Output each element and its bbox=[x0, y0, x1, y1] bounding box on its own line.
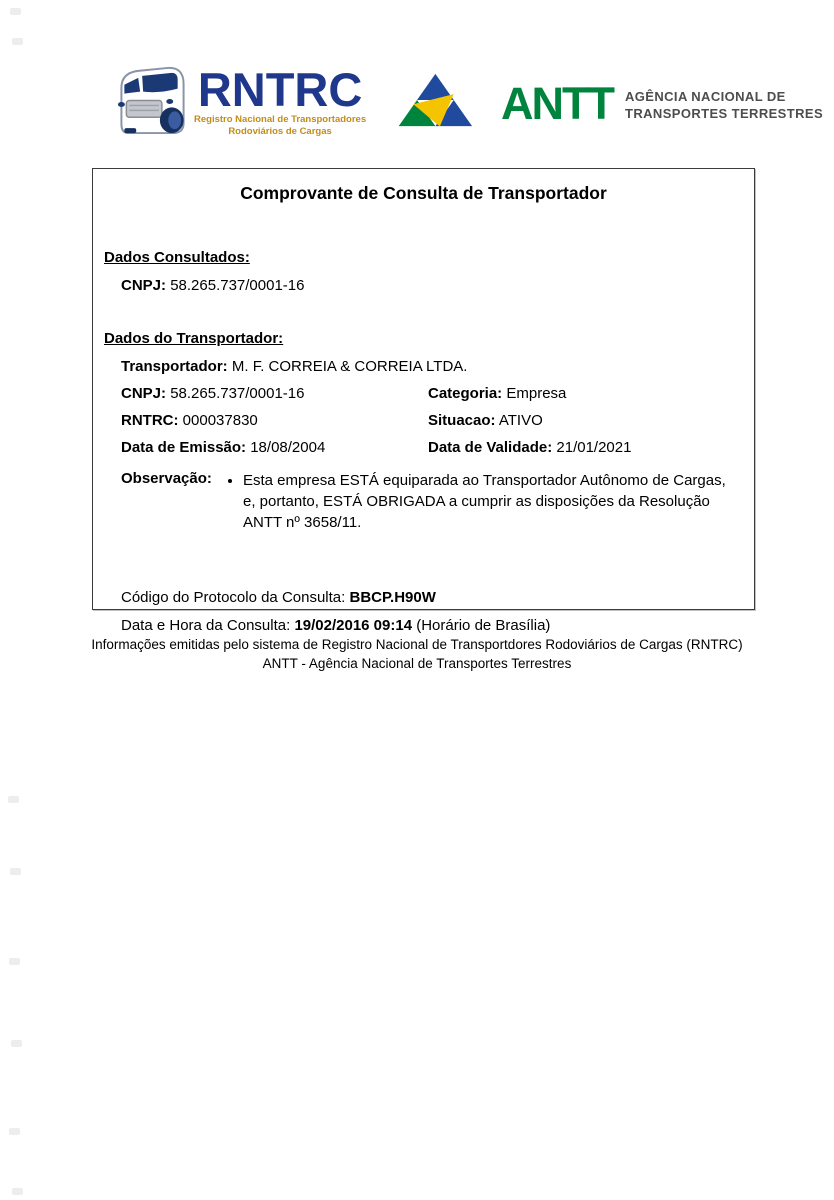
consult-datetime-suffix: (Horário de Brasília) bbox=[416, 617, 551, 634]
observation-list bbox=[223, 470, 728, 533]
consult-datetime-value: 19/02/2016 09:14 bbox=[294, 617, 413, 634]
carrier-section-heading: Dados do Transportador: bbox=[104, 330, 284, 347]
carrier-name-line bbox=[121, 358, 754, 375]
carrier-categoria-value: Empresa bbox=[506, 385, 567, 402]
scan-artifact bbox=[10, 8, 21, 15]
carrier-name-label: Transportador: bbox=[121, 358, 228, 375]
carrier-emissao-value: 18/08/2004 bbox=[250, 439, 326, 456]
rntrc-wordmark bbox=[194, 63, 367, 138]
antt-agency-name bbox=[625, 89, 823, 123]
page-title: Comprovante de Consulta de Transportador bbox=[240, 183, 607, 203]
rntrc-tagline bbox=[194, 114, 366, 138]
antt-agency-name-line2: TRANSPORTES TERRESTRES bbox=[624, 106, 824, 121]
carrier-categoria-label: Categoria: bbox=[428, 385, 503, 402]
observation-row bbox=[121, 470, 754, 533]
truck-icon bbox=[112, 64, 192, 138]
carrier-row-rntrc-situacao bbox=[121, 412, 754, 429]
observation-item: • Esta empresa ESTÁ equiparada ao Transportador Autônomo de Cargas, e, portanto, ESTÁ OBRIGADA a cumprir as disposições da Resolução ANTT nº 3658/11. bbox=[243, 470, 728, 533]
carrier-row-cnpj-categoria bbox=[121, 385, 754, 402]
antt-logo bbox=[395, 72, 823, 128]
carrier-cnpj-label: CNPJ: bbox=[121, 385, 167, 402]
consult-datetime-label: Data e Hora da Consulta: bbox=[121, 617, 291, 634]
rntrc-logo bbox=[112, 64, 366, 138]
scan-artifact bbox=[8, 796, 19, 803]
protocol-code-value: BBCP.H90W bbox=[349, 589, 436, 606]
rntrc-acronym: RNTRC bbox=[197, 63, 363, 116]
carrier-cnpj-value: 58.265.737/0001-16 bbox=[170, 385, 305, 402]
scan-artifact bbox=[10, 868, 21, 875]
scan-artifact bbox=[12, 1188, 23, 1195]
observation-label: Observação: bbox=[121, 470, 212, 487]
carrier-name-value: M. F. CORREIA & CORREIA LTDA. bbox=[231, 358, 468, 375]
scan-artifact bbox=[9, 1128, 20, 1135]
rntrc-tagline-line1: Registro Nacional de Transportadores bbox=[194, 114, 367, 125]
carrier-validade-label: Data de Validade: bbox=[428, 439, 553, 456]
carrier-situacao-cell bbox=[428, 412, 543, 429]
footer-line2: ANTT - Agência Nacional de Transportes Terrestres bbox=[262, 655, 572, 671]
carrier-categoria-cell bbox=[428, 385, 566, 402]
carrier-rntrc-label: RNTRC: bbox=[121, 412, 179, 429]
consulted-cnpj-value: 58.265.737/0001-16 bbox=[170, 277, 305, 294]
carrier-rntrc-cell bbox=[121, 412, 428, 429]
antt-agency-name-line1: AGÊNCIA NACIONAL DE bbox=[624, 89, 786, 105]
antt-acronym: ANTT bbox=[501, 77, 613, 129]
carrier-situacao-value: ATIVO bbox=[498, 412, 543, 429]
scan-artifact bbox=[11, 1040, 22, 1047]
protocol-code-label: Código do Protocolo da Consulta: bbox=[121, 589, 346, 606]
consulted-cnpj-line bbox=[121, 277, 754, 294]
consulted-section-heading: Dados Consultados: bbox=[104, 249, 250, 266]
carrier-rntrc-value: 000037830 bbox=[182, 412, 258, 429]
consulted-cnpj-label: CNPJ: bbox=[121, 277, 167, 294]
carrier-row-emissao-validade bbox=[121, 439, 754, 456]
consult-datetime-line bbox=[121, 617, 754, 634]
protocol-code-line bbox=[121, 589, 754, 606]
carrier-validade-cell bbox=[428, 439, 631, 456]
footer-note bbox=[0, 636, 834, 674]
scan-artifact bbox=[12, 38, 23, 45]
footer-line1: Informações emitidas pelo sistema de Registro Nacional de Transportdores Rodoviários de Cargas (RNTRC) bbox=[91, 637, 743, 652]
carrier-emissao-label: Data de Emissão: bbox=[121, 439, 247, 456]
triangles-icon bbox=[395, 72, 497, 128]
carrier-situacao-label: Situacao: bbox=[428, 412, 496, 429]
receipt-box bbox=[92, 168, 755, 634]
scan-artifact bbox=[9, 958, 20, 965]
carrier-validade-value: 21/01/2021 bbox=[556, 439, 632, 456]
rntrc-tagline-line2: Rodoviários de Cargas bbox=[228, 125, 332, 137]
carrier-emissao-cell bbox=[121, 439, 428, 456]
carrier-cnpj-cell bbox=[121, 385, 428, 402]
